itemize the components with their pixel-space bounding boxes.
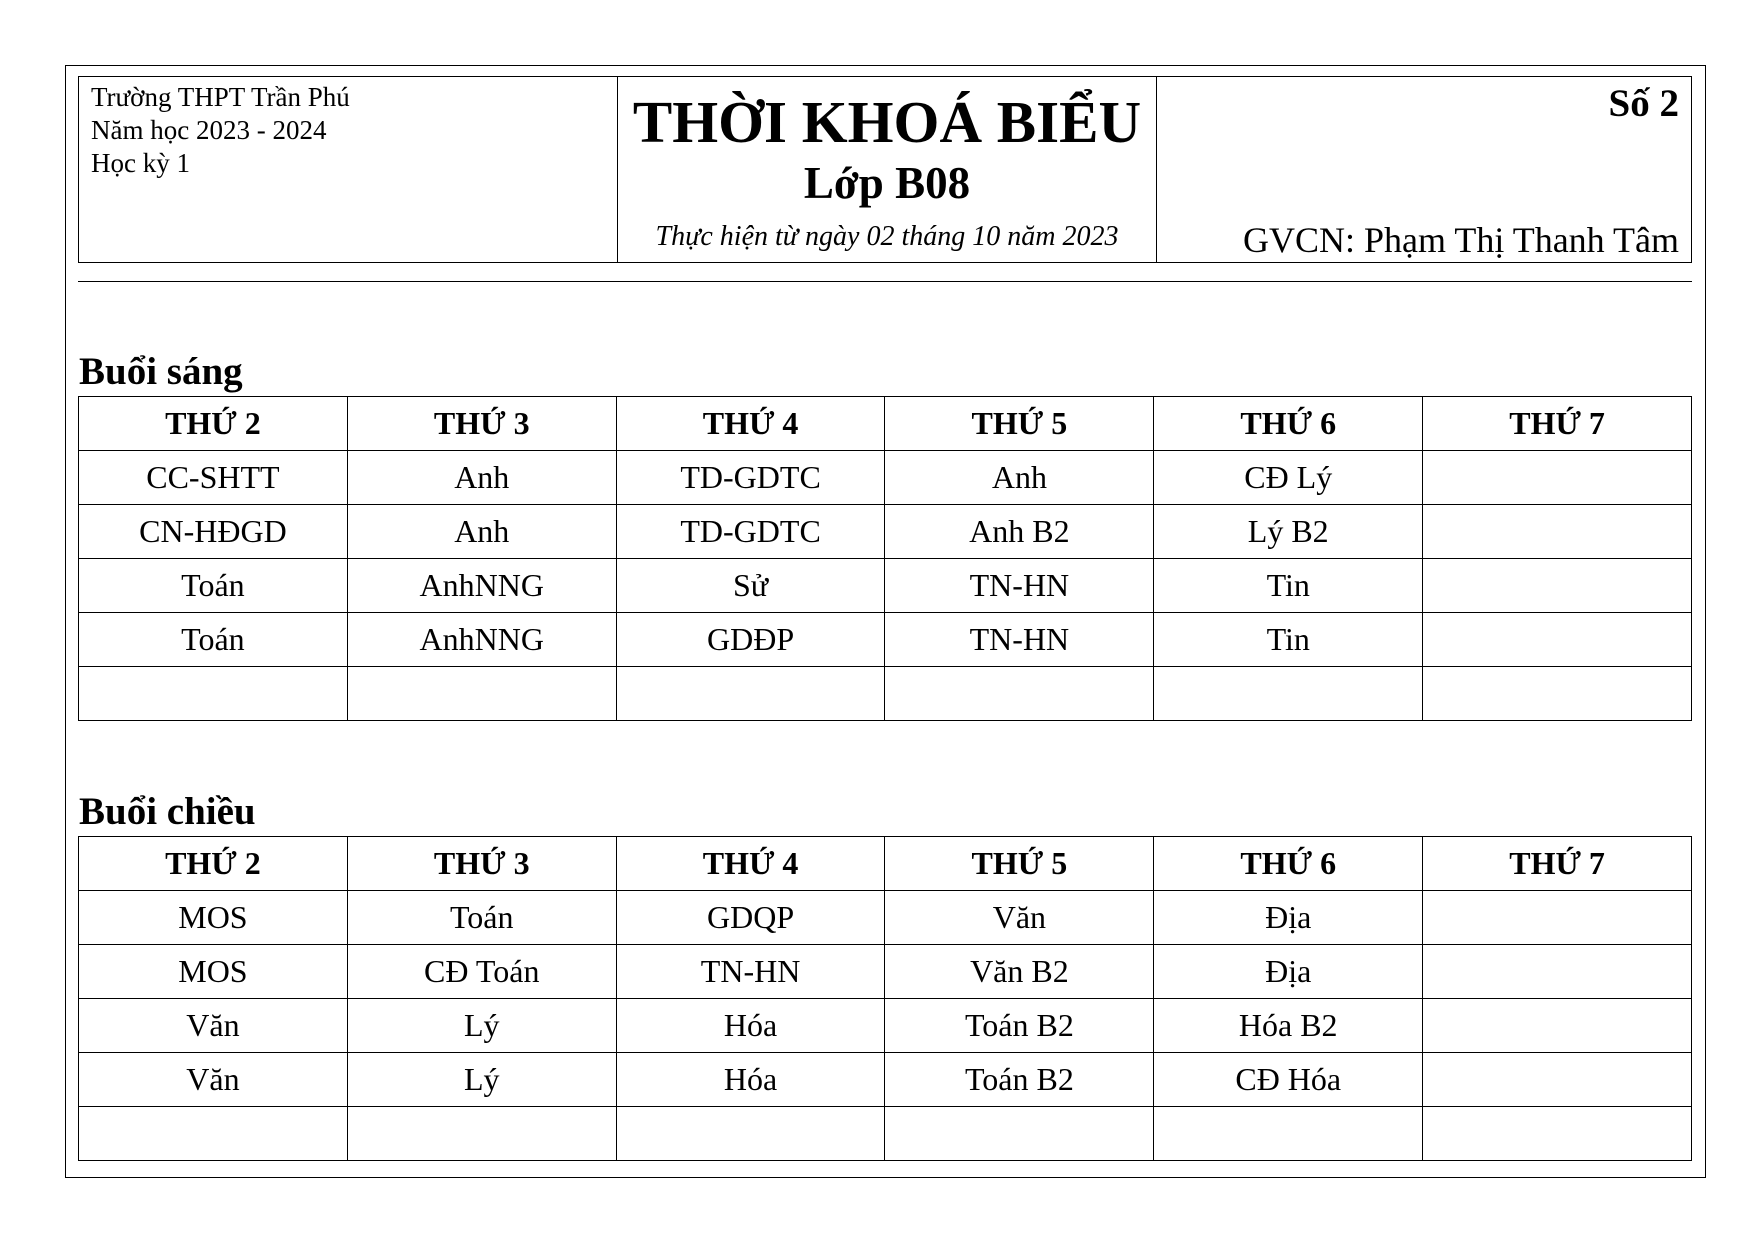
- day-header: THỨ 2: [79, 397, 348, 451]
- subject-cell: CN-HĐGD: [79, 505, 348, 559]
- afternoon-section-title: Buổi chiều: [79, 790, 256, 833]
- subject-cell: Anh: [347, 451, 616, 505]
- day-header-row: [79, 837, 1692, 891]
- day-header: THỨ 7: [1423, 397, 1692, 451]
- subject-cell: Văn: [79, 1053, 348, 1107]
- sheet-number: Số 2: [1608, 82, 1679, 125]
- day-header: THỨ 4: [616, 837, 885, 891]
- subject-cell: [347, 1107, 616, 1161]
- table-row: [79, 451, 1692, 505]
- homeroom-teacher: GVCN: Phạm Thị Thanh Tâm: [1243, 220, 1679, 260]
- subject-cell: [885, 667, 1154, 721]
- subject-cell: CC-SHTT: [79, 451, 348, 505]
- subject-cell: Văn B2: [885, 945, 1154, 999]
- subject-cell: Tin: [1154, 613, 1423, 667]
- subject-cell: Hóa B2: [1154, 999, 1423, 1053]
- subject-cell: [1423, 891, 1692, 945]
- subject-cell: Tin: [1154, 559, 1423, 613]
- subject-cell: TD-GDTC: [616, 505, 885, 559]
- page-title: THỜI KHOÁ BIỂU: [632, 89, 1142, 155]
- table-row: [79, 891, 1692, 945]
- subject-cell: Toán: [347, 891, 616, 945]
- subject-cell: [1154, 1107, 1423, 1161]
- subject-cell: GDQP: [616, 891, 885, 945]
- subject-cell: MOS: [79, 945, 348, 999]
- school-year: Năm học 2023 - 2024: [91, 115, 327, 145]
- class-name: Lớp B08: [803, 158, 971, 208]
- subject-cell: [1423, 1053, 1692, 1107]
- table-row: [79, 505, 1692, 559]
- subject-cell: Văn: [885, 891, 1154, 945]
- subject-cell: Hóa: [616, 1053, 885, 1107]
- subject-cell: CĐ Toán: [347, 945, 616, 999]
- subject-cell: [616, 1107, 885, 1161]
- afternoon-timetable: [78, 836, 1692, 1161]
- subject-cell: Anh B2: [885, 505, 1154, 559]
- subject-cell: GDĐP: [616, 613, 885, 667]
- subject-cell: Địa: [1154, 945, 1423, 999]
- table-row: [79, 559, 1692, 613]
- title-block: [618, 77, 1157, 262]
- subject-cell: TN-HN: [616, 945, 885, 999]
- day-header: THỨ 5: [885, 837, 1154, 891]
- subject-cell: Địa: [1154, 891, 1423, 945]
- subject-cell: Lý B2: [1154, 505, 1423, 559]
- morning-section-title: Buổi sáng: [79, 350, 243, 393]
- day-header: THỨ 5: [885, 397, 1154, 451]
- subject-cell: CĐ Hóa: [1154, 1053, 1423, 1107]
- subject-cell: [1423, 613, 1692, 667]
- morning-timetable: [78, 396, 1692, 721]
- day-header: THỨ 2: [79, 837, 348, 891]
- subject-cell: [79, 1107, 348, 1161]
- subject-cell: Toán: [79, 559, 348, 613]
- subject-cell: TD-GDTC: [616, 451, 885, 505]
- table-row: [79, 945, 1692, 999]
- table-row: [79, 999, 1692, 1053]
- day-header: THỨ 4: [616, 397, 885, 451]
- table-row: [79, 613, 1692, 667]
- semester: Học kỳ 1: [91, 148, 190, 178]
- subject-cell: MOS: [79, 891, 348, 945]
- day-header: THỨ 6: [1154, 837, 1423, 891]
- timetable-header: [78, 76, 1692, 263]
- subject-cell: AnhNNG: [347, 559, 616, 613]
- subject-cell: [1423, 945, 1692, 999]
- header-divider: [78, 281, 1692, 282]
- school-name: Trường THPT Trần Phú: [91, 82, 350, 112]
- subject-cell: Lý: [347, 999, 616, 1053]
- subject-cell: Toán: [79, 613, 348, 667]
- subject-cell: Lý: [347, 1053, 616, 1107]
- subject-cell: Toán B2: [885, 1053, 1154, 1107]
- subject-cell: AnhNNG: [347, 613, 616, 667]
- subject-cell: [1423, 451, 1692, 505]
- subject-cell: Hóa: [616, 999, 885, 1053]
- subject-cell: [79, 667, 348, 721]
- subject-cell: TN-HN: [885, 559, 1154, 613]
- subject-cell: TN-HN: [885, 613, 1154, 667]
- school-info: [79, 77, 618, 262]
- subject-cell: Toán B2: [885, 999, 1154, 1053]
- subject-cell: [616, 667, 885, 721]
- day-header: THỨ 7: [1423, 837, 1692, 891]
- subject-cell: CĐ Lý: [1154, 451, 1423, 505]
- subject-cell: [1423, 505, 1692, 559]
- subject-cell: [1423, 559, 1692, 613]
- day-header: THỨ 6: [1154, 397, 1423, 451]
- subject-cell: Văn: [79, 999, 348, 1053]
- table-row: [79, 1053, 1692, 1107]
- subject-cell: Sử: [616, 559, 885, 613]
- day-header: THỨ 3: [347, 837, 616, 891]
- subject-cell: [1423, 667, 1692, 721]
- sheet-info: [1157, 77, 1691, 262]
- subject-cell: [347, 667, 616, 721]
- subject-cell: Anh: [347, 505, 616, 559]
- table-row: [79, 1107, 1692, 1161]
- subject-cell: [1423, 1107, 1692, 1161]
- day-header: THỨ 3: [347, 397, 616, 451]
- subject-cell: [885, 1107, 1154, 1161]
- effective-date: Thực hiện từ ngày 02 tháng 10 năm 2023: [655, 221, 1119, 252]
- subject-cell: [1154, 667, 1423, 721]
- subject-cell: Anh: [885, 451, 1154, 505]
- subject-cell: [1423, 999, 1692, 1053]
- table-row: [79, 667, 1692, 721]
- day-header-row: [79, 397, 1692, 451]
